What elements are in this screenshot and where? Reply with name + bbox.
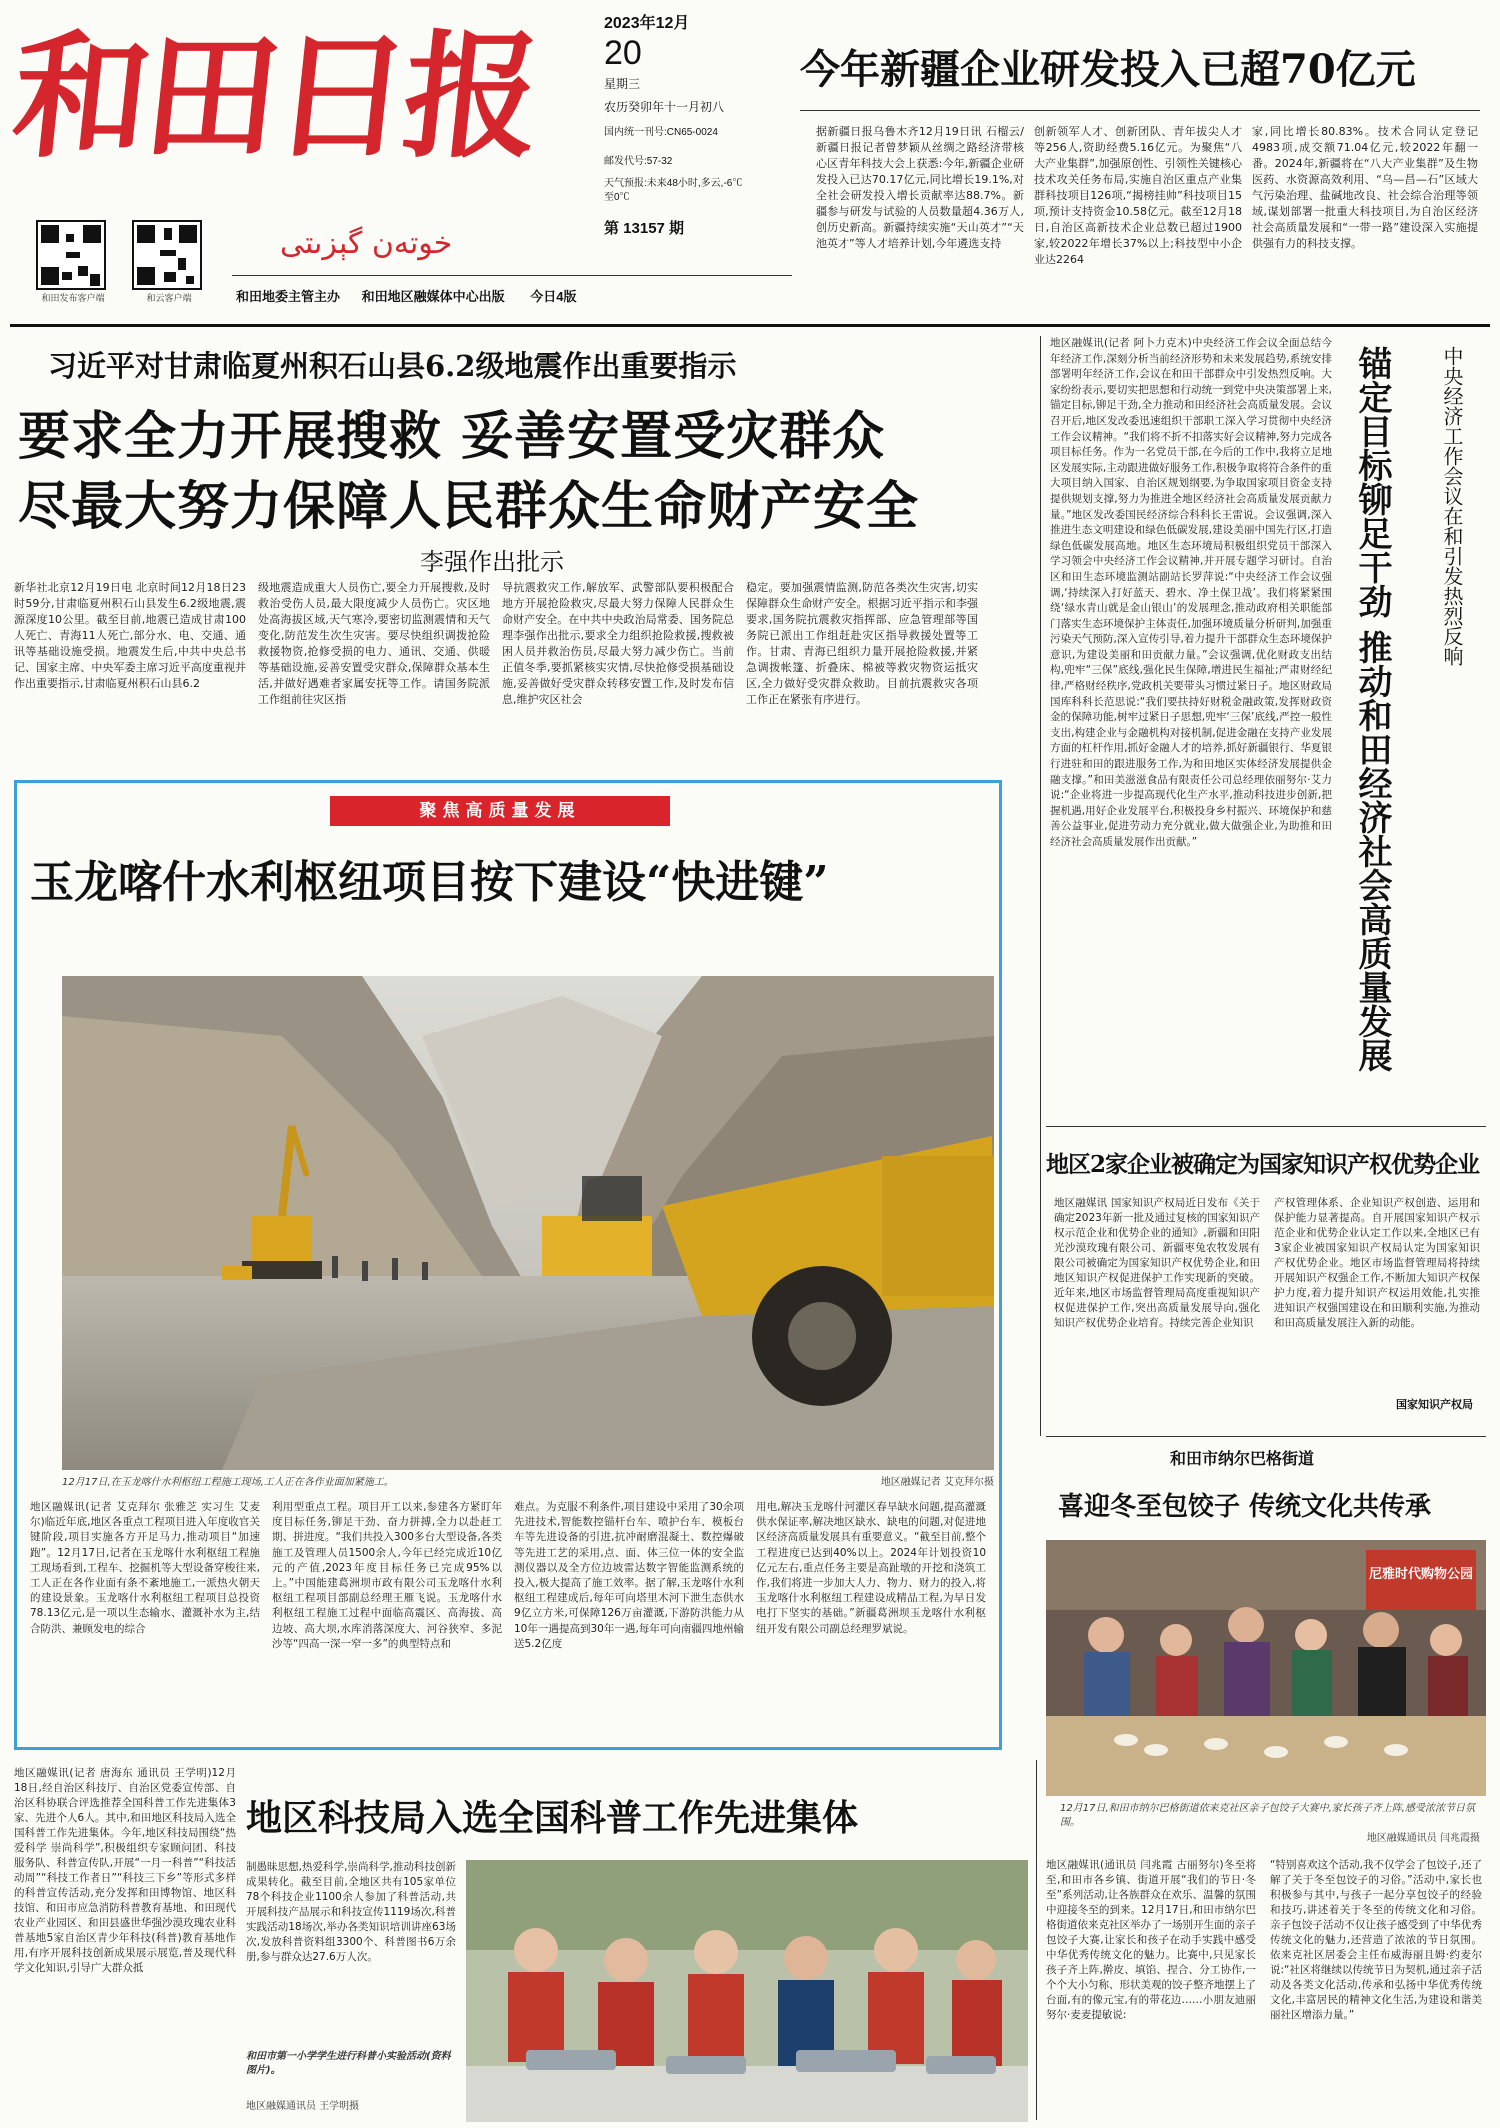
- issue-day: 20: [604, 34, 642, 72]
- focus-col-1: 地区融媒讯(记者 艾克拜尔 张雅芝 实习生 艾麦尔)临近年底,地区各重点工程项目进入年度收官关键阶段,项目实施各方开足马力,推动项目“加速跑”。12月17日,记者在玉龙喀什水利枢纽工程施工现场看到,工程车、挖掘机等大型设备穿梭往来,工人正在各作业面有条不紊地施工,一派热火朝天的建设景象。玉龙喀什水利枢纽工程项目总投资78.13亿元,是一项以生态输水、灌溉补水为主,结合防洪、兼顾发电的综合: [30, 1501, 260, 1635]
- sponsor-1: 和田地委主管主办: [236, 289, 341, 304]
- dumplings-col-2: “特别喜欢这个活动,我不仅学会了包饺子,还了解了关于冬至包饺子的习俗。”活动中,家长也积极参与其中,与孩子一起分享包饺子的经验和技巧,讲述着关于冬至的传统文化和习俗。亲子包饺子活动不仅让孩子感受到了中华优秀传统文化的魅力,还营造了浓浓的节日氛围。依来克社区居委会主任布威海丽且姆·约麦尔说:“社区将继续以传统节日为契机,通过亲子活动及各类文化活动,传承和弘扬中华优秀传统文化,丰富居民的精神文化生活,为建设和谐美丽社区增添力量。”: [1270, 1859, 1482, 2021]
- lead-headline-1: 要求全力开展搜救 妥善安置受灾群众: [18, 406, 886, 467]
- lead-kicker: 习近平对甘肃临夏州积石山县6.2级地震作出重要指示: [48, 349, 737, 383]
- focus-banner-label: 聚焦高质量发展: [419, 801, 581, 821]
- science-col-2: 制愚昧思想,热爱科学,崇尚科学,推动科技创新成果转化。截至目前,全地区共有105家单位78个科技企业1100余人参加了科普活动,共开展科技产品展示和科技宣传1119场次,科普实践活动18场次,举办各类知识培训讲座63场次,发放科普资料组3300个、科普图书6万余册,参与群众达27.6万人次。: [246, 1861, 456, 1963]
- qr-code-hetian[interactable]: [36, 220, 110, 306]
- issue-info: [604, 10, 784, 238]
- right-col-divider: [1040, 336, 1041, 1436]
- focus-col-4: 用电,解决玉龙喀什河灌区春旱缺水问题,提高灌溉供水保证率,解决地区缺水、缺电的问题,对促进地区经济高质量发展具有重要意义。“截至目前,整个工程进度已达到40%以上。2024年计划投资10亿元左右,重点任务主要是高趾墩的开挖和浇筑工作,我们将进一步加大人力、物力、财力的投入,将玉龙喀什水利枢纽工程建设成精品工程,为早日发电打下坚实的基础。”新疆葛洲坝玉龙喀什水利枢纽开发有限公司副总经理罗斌说。: [756, 1501, 986, 1635]
- science-col-divider: [1036, 1760, 1037, 2120]
- dam-construction-photo: [62, 976, 994, 1470]
- dumplings-photo-image: [1046, 1540, 1486, 1796]
- dam-photo-caption: 12月17日,在玉龙喀什水利枢纽工程施工现场,工人正在各作业面加紧施工。: [62, 1477, 394, 1488]
- top-story-headline: 今年新疆企业研发投入已超70亿元: [800, 46, 1416, 93]
- section-divider: [10, 324, 1490, 327]
- qr-icon: [36, 220, 106, 290]
- lead-col-3: 导抗震救灾工作,解放军、武警部队要积极配合地方开展抢险救灾,尽最大努力保障人民群众生命财产安全。在中共中央政治局常委、国务院总理李强作出批示,要求全力组织抢险救援,搜救被困人员并救治伤员,尽最大努力减少伤亡。当前正值冬季,要抓紧核实灾情,尽快抢修受损基础设施,妥善做好受灾群众转移安置工作,及时发布信息,维护灾区社会: [502, 581, 734, 706]
- right-column-body: 地区融媒讯(记者 阿卜力克木)中央经济工作会议全面总结今年经济工作,深刻分析当前经济形势和未来发展趋势,系统安排部署明年经济工作,会议在和田干部群众中引发热烈反响。大家纷纷表示,要切实把思想和行动统一到党中央决策部署上来,锚定目标,铆足干劲,全力推动和田经济社会高质量发展。会议召开后,地区发改委迅速组织干部职工深入学习贯彻中央经济工作会议精神。“我们将不折不扣落实好会议精神,努力完成各项目标任务。作为一名党员干部,在今后的工作中,我将立足地区发展实际,主动跟进做好服务工作,积极争取将符合条件的重大项目纳入国家、自治区规划纲要,为争取国家项目资金支持提供规划支撑,努力为推进全地区经济社会高质量发展贡献力量。”地区发改委国民经济综合科科长王雷说。会议强调,深入推进生态文明建设和绿色低碳发展,建设美丽中国先行区,打造绿色低碳发展高地。地区生态环境局积极组织党员干部深入学习领会中央经济工作会议精神,并开展专题学习研讨。自治区和田生态环境监测站副站长罗萍说:“中央经济工作会议强调,‘持续深入打好蓝天、碧水、净土保卫战’。我们将紧紧围绕‘绿水青山就是金山银山’的发展理念,推动政府相关职能部门落实生态环境保护主体责任,加强环境质量分析研判,加强重污染天气预防,深入宣传引导,着力提升干部群众生态环境保护意识,为建设美丽和田贡献力量。”会议强调,优化财政支出结构,兜牢“三保”底线,强化民生保障,增进民生福祉;严肃财经纪律,严格财经秩序,党政机关要带头习惯过紧日子。地区财政局国库科科长范思说:“我们要扶持好财税金融政策,发挥财政资金的保障功能,树牢过紧日子思想,兜牢‘三保’底线,严控一般性支出,构建企业与金融机构对接机制,促进金融在支持产业发展方面的杠杆作用,抓好金融人才的培养,抓好新疆银行、华夏银行进驻和田的跟进服务工作,为和田地区实体经济发展提供金融支撑。”和田美滋滋食品有限责任公司总经理依丽努尔·艾力说:“企业将进一步提高现代化生产水平,推动科技进步创新,把握机遇,用好企业发展平台,积极投身乡村振兴、环境保护和慈善公益事业,促进劳动力充分就业,做大做强企业,为助推和田经济社会高质量发展作出贡献。”: [1050, 337, 1332, 848]
- issue-weekday: 星期三: [604, 77, 641, 91]
- lead-col-4: 稳定。要加强震情监测,防范各类次生灾害,切实保障群众生命财产安全。根据习近平指示和李强要求,国务院抗震救灾指挥部、应急管理部等国务院已派出工作组赶赴灾区指导救援处置等工作。甘肃、青海已组织力量开展抢险救援,并紧急调拨帐篷、折叠床、棉被等救灾物资运抵灾区,全力做好受灾群众救助。目前抗震救灾各项工作正在紧张有序进行。: [746, 581, 978, 706]
- lead-col-1: 新华社北京12月19日电 北京时间12月18日23时59分,甘肃临夏州积石山县发生6.2级地震,震源深度10公里。截至目前,地震已造成甘肃100人死亡、青海11人死亡,部分水、电、交通、通讯等基础设施受损。地震发生后,中共中央总书记、国家主席、中央军委主席习近平高度重视并作出重要指示,甘肃临夏州积石山县6.2: [14, 581, 246, 690]
- ip-story-col-1: 地区融媒讯 国家知识产权局近日发布《关于确定2023年新一批及通过复核的国家知识产权示范企业和优势企业的通知》,新疆和田阳光沙漠玫瑰有限公司、新疆枣兔农牧发展有限公司被确定为国家知识产权优势企业,和田地区知识产权促进保护工作实现新的突破。近年来,地区市场监督管理局高度重视知识产权促进保护工作,突出高质量发展导向,强化知识产权优势企业培育。持续完善企业知识: [1054, 1197, 1260, 1329]
- dumplings-rule: [1046, 1436, 1486, 1437]
- dumplings-kicker: 和田市纳尔巴格街道: [1170, 1449, 1315, 1468]
- science-photo-caption: 和田市第一小学学生进行科普小实验活动(资料图片)。: [246, 2051, 451, 2076]
- masthead-divider: [232, 275, 792, 276]
- ip-story-headline: 地区2家企业被确定为国家知识产权优势企业: [1046, 1151, 1480, 1178]
- focus-headline: 玉龙喀什水利枢纽项目按下建设“快进键”: [30, 857, 829, 908]
- ip-story-byline: 国家知识产权局: [1396, 1399, 1473, 1411]
- dumplings-headline: 喜迎冬至包饺子 传统文化共传承: [1058, 1492, 1432, 1522]
- top-story-col-2: 创新领军人才、创新团队、青年拔尖人才等256人,资助经费5.16亿元。为聚焦“八大产业集群”,加强原创性、引领性关键核心技术攻关任务布局,实施自治区重点产业集群科技项目126项,“揭榜挂帅”科技项目15项,预计支持资金10.58亿元。截至12月18日,自治区高新技术企业总数已超过1900家,较2022年增长37%以上;科技型中小企业达2264: [1034, 125, 1242, 266]
- qr-label: 和云客户端: [146, 294, 192, 304]
- top-story-col-3: 家,同比增长80.83%。技术合同认定登记4983项,成交额71.04亿元,较2022年翻一番。2024年,新疆将在“八大产业集群”及生物医药、水资源高效利用、“乌—昌—石”区域大气污染治理、盐碱地改良、社会综合治理等领域,谋划部署一批重大科技项目,为自治区经济社会高质量发展和“一带一路”建设深入实施提供强有力的科技支撑。: [1252, 125, 1478, 250]
- qr-label: 和田发布客户端: [41, 294, 105, 304]
- dumplings-col-1: 地区融媒讯(通讯员 闫兆霞 古丽努尔)冬至将至,和田市各乡镇、街道开展“我们的节日·冬至”系列活动,让各族群众在欢乐、温馨的氛围中迎接冬至的到来。12月17日,和田市纳尔巴格街道依来克社区举办了一场别开生面的亲子包饺子大赛,让家长和孩子在动手实践中感受中华优秀传统文化的魅力。比赛中,只见家长孩子齐上阵,擀皮、填馅、捏合、分工协作,一个个大小匀称、形状美观的饺子整齐地摆上了台面,有的像元宝,有的带花边……小朋友迪丽努尔·麦麦提敏说:: [1046, 1859, 1256, 2021]
- dam-photo-credit: 地区融媒记者 艾克拜尔摄: [880, 1477, 994, 1488]
- issue-postal: 邮发代号:57-32: [604, 156, 673, 167]
- issue-date: 2023年12月: [604, 15, 690, 32]
- dam-photo-image: [62, 976, 994, 1470]
- uyghur-title: خوتەن گېزىتى: [280, 226, 453, 261]
- dumplings-photo-credit: 地区融媒通讯员 闫兆霞摄: [1366, 1833, 1480, 1844]
- issue-number: 第 13157 期: [604, 220, 685, 237]
- right-column-headline: 锚定目标铆足干劲 推动和田经济社会高质量发展: [1352, 346, 1392, 1072]
- masthead: [0, 0, 1500, 322]
- science-photo-credit: 地区融媒通讯员 王学明摄: [246, 2101, 360, 2112]
- sponsor-line: [236, 286, 577, 305]
- issue-weather: 天气预报:未来48小时,多云,-6℃至0℃: [604, 178, 743, 203]
- right-column-kicker: 中央经济工作会议在和引发热烈反响: [1440, 346, 1464, 666]
- lead-col-2: 级地震造成重大人员伤亡,要全力开展搜救,及时救治受伤人员,最大限度减少人员伤亡。灾区地处高海拔区域,天气寒冷,要密切监测震情和天气变化,防范发生次生灾害。要尽快组织调拨抢险救援物资,抢修受损的电力、通讯、交通、供暖等基础设施,妥善安置受灾群众,保障群众基本生活,并做好遇难者家属安抚等工作。请国务院派工作组前往灾区指: [258, 581, 490, 706]
- sponsor-2: 和田地区融媒体中心出版: [361, 289, 505, 304]
- issue-lunar: 农历癸卯年十一月初八: [604, 100, 725, 114]
- page-count: 今日4版: [530, 289, 577, 304]
- focus-banner: [330, 796, 670, 826]
- science-photo: [466, 1860, 1028, 2122]
- ip-story-rule: [1046, 1126, 1486, 1127]
- focus-col-3: 难点。为克服不利条件,项目建设中采用了30余项先进技术,智能数控锚杆台车、喷护台车、模板台车等先进设备的引进,抗冲耐磨混凝土、数控爆破等先进工艺的采用,点、面、体三位一体的安全监测仪器以及全方位边坡雷达数字智能监测系统的投入,极大提高了施工效率。据了解,玉龙喀什水利枢纽工程建成后,每年可向塔里木河下泄生态供水9亿立方米,可保障126万亩灌溉,下游防洪能力从10年一遇提高到30年一遇,每年可向南疆四地州输送5.2亿度: [514, 1501, 744, 1650]
- science-headline: 地区科技局入选全国科普工作先进集体: [246, 1797, 859, 1839]
- dumplings-photo: [1046, 1540, 1486, 1796]
- top-story-col-1: 据新疆日报乌鲁木齐12月19日讯 石榴云/新疆日报记者曾梦颖从丝绸之路经济带核心区青年科技大会上获悉:今年,新疆企业研发投入已达70.17亿元,同比增长19.1%,对全社会研发投入增长贡献率达88.7%。新疆参与研发与试验的人员数量超4.36万人,创历史新高。新疆持续实施“天山英才”“天池英才”等人才培养计划,今年遴选支持: [816, 125, 1024, 250]
- science-col-1: 地区融媒讯(记者 唐海东 通讯员 王学明)12月18日,经自治区科技厅、自治区党委宣传部、自治区科协联合评选推荐全国科普工作先进集体3家、先进个人6人。其中,和田地区科技局入选全国科普工作先进集体。今年,地区科技局围绕“热爱科学 崇尚科学”,积极组织专家顾问团、科技服务队、科普宣传队,开展“一月一科普”“科技活动周”“科技工作者日”“科技三下乡”等形式多样的科普宣传活动,充分发挥和田博物馆、地区科技馆、和田市应急消防科普教育基地、和田现代农业产业园区、和田县盛世华强沙漠玫瑰农业科普基地5家自治区青少年科技(科普)教育基地作用,有序开展科技创新成果展示展览,普及现代科学文化知识,引导广大群众抵: [14, 1767, 236, 1974]
- focus-col-2: 利用型重点工程。项目开工以来,参建各方紧盯年度目标任务,铆足干劲、奋力拼搏,全力以赴赶工期、拼进度。“我们共投入300多台大型设备,各类施工及管理人员1500余人,今年已经完成近10亿元的产值,2023年度目标任务已完成95%以上。”中国能建葛洲坝市政有限公司玉龙喀什水利枢纽工程项目部副总经理王雁飞说。玉龙喀什水利枢纽工程施工过程中面临高震区、高海拔、高边坡、高大坝,水库消落深度大、河谷狭窄、多泥沙等“四高一深一窄一多”的典型特点和: [272, 1501, 502, 1650]
- science-photo-image: [466, 1860, 1028, 2122]
- top-story-rule: [800, 110, 1480, 111]
- issue-issn: 国内统一刊号:CN65-0024: [604, 127, 718, 138]
- ip-story-col-2: 产权管理体系、企业知识产权创造、运用和保护能力显著提高。自开展国家知识产权示范企业和优势企业认定工作以来,全地区已有3家企业被国家知识产权局认定为国家知识产权优势企业。地区市场监督管理局将持续开展知识产权强企工作,不断加大知识产权保护力度,着力提升知识产权运用效能,扎实推进知识产权强国建设在和田顺利实施,为推动和田高质量发展注入新的动能。: [1274, 1197, 1480, 1329]
- lead-headline-2: 尽最大努力保障人民群众生命财产安全: [18, 476, 920, 537]
- masthead-title: 和田日报: [5, 17, 543, 177]
- shop-sign-text: 尼雅时代购物公园: [1368, 1567, 1474, 1582]
- qr-code-heyun[interactable]: [132, 220, 206, 306]
- qr-icon: [132, 220, 202, 290]
- lead-subhead: 李强作出批示: [420, 548, 564, 576]
- dumplings-photo-caption: 12月17日,和田市纳尔巴格街道依来克社区亲子包饺子大赛中,家长孩子齐上阵,感受浓浓节日氛围。: [1060, 1803, 1475, 1828]
